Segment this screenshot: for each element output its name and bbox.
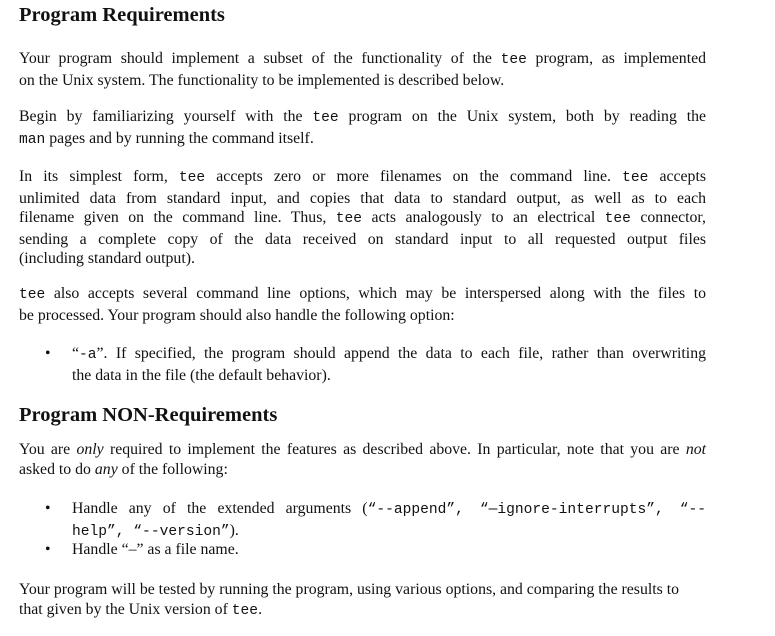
paragraph-line: Handle “–” as a file name. [72, 541, 239, 558]
list-item-extended-arguments [72, 499, 706, 542]
emphasis-any: any [94, 460, 118, 478]
paragraph-line [19, 600, 706, 622]
paragraph-line [19, 284, 706, 306]
text-run: also accepts several command line options, which may be interspersed along with the files to [45, 285, 706, 302]
text-run: program on the Unix system, both by reading the [338, 108, 707, 125]
code-extended-args: help”, “--version” [72, 523, 230, 540]
paragraph-line [72, 521, 706, 543]
paragraph-options [19, 284, 706, 325]
text-run: ). [229, 521, 239, 539]
text-run: pages and by running the command itself. [45, 129, 314, 147]
text-run: accepts [648, 168, 706, 185]
text-run: that given by the Unix version of [19, 600, 232, 618]
paragraph-intro [19, 49, 706, 90]
bullet-marker [45, 540, 51, 560]
paragraph-line [19, 107, 706, 129]
text-run: In its simplest form, [19, 168, 179, 185]
text-run: acts analogously to an electrical [362, 209, 605, 227]
code-tee: tee [622, 170, 649, 186]
text-run: ”. If specified, the program should append the data to each file, rather than overwriting [96, 345, 706, 362]
code-tee: tee [312, 110, 339, 126]
paragraph-line: the data in the file (the default behavior). [72, 366, 331, 384]
text-run: program, as implemented [526, 50, 706, 67]
paragraph-line [19, 49, 706, 71]
code-extended-args: “--append”, “—ignore-interrupts”, “-- [367, 502, 706, 518]
paragraph-line [19, 440, 706, 460]
text-run: of the following: [117, 460, 228, 478]
list-item-dash-filename [72, 540, 706, 560]
paragraph-line: (including standard output). [19, 250, 195, 268]
text-run: required to implement the features as described above. In particular, note that you are [103, 441, 686, 458]
bullet-marker [45, 344, 51, 364]
section-heading-requirements: Program Requirements [19, 4, 225, 26]
paragraph-line [72, 344, 706, 366]
text-run: Your program should implement a subset of the functionality of the [19, 50, 501, 67]
section-heading-non-requirements: Program NON-Requirements [19, 404, 278, 426]
text-run: asked to do [19, 460, 95, 478]
paragraph-line [19, 460, 706, 480]
emphasis-only: only [76, 441, 104, 458]
paragraph-only-required [19, 440, 706, 479]
code-tee: tee [335, 211, 363, 228]
paragraph-line: on the Unix system. The functionality to be implemented is described below. [19, 71, 505, 89]
text-run: Handle any of the extended arguments ( [72, 500, 368, 517]
paragraph-simplest-form [19, 167, 706, 269]
code-tee: tee [500, 52, 527, 68]
paragraph-line: Your program will be tested by running the program, using various options, and comparing the results to [19, 581, 680, 598]
text-run: “ [72, 345, 80, 362]
paragraph-line: unlimited data from standard input, and copies that data to standard output, as well as to each [19, 189, 706, 207]
code-option-a: -a [79, 347, 97, 363]
text-run: connector, [630, 209, 706, 227]
code-tee: tee [231, 602, 259, 619]
paragraph-line: be processed. Your program should also handle the following option: [19, 306, 455, 324]
text-run: accepts zero or more filenames on the command line. [205, 168, 623, 185]
code-tee: tee [604, 211, 631, 228]
list-item-append-option [72, 344, 706, 385]
paragraph-line [72, 499, 706, 521]
paragraph-familiarize [19, 107, 706, 150]
bullet-marker [45, 499, 51, 519]
paragraph-line [19, 208, 706, 230]
paragraph-line [19, 129, 706, 151]
text-run: You are [19, 441, 77, 458]
text-run: Begin by familiarizing yourself with the [19, 108, 313, 125]
code-man: man [19, 131, 46, 148]
paragraph-testing [19, 580, 706, 621]
text-run: filename given on the command line. Thus, [19, 209, 336, 227]
text-run: . [258, 600, 263, 618]
code-tee: tee [178, 170, 206, 186]
code-tee: tee [19, 287, 46, 303]
paragraph-line: sending a complete copy of the data received on standard input to all requested output files [19, 230, 706, 248]
emphasis-not: not [685, 441, 706, 458]
paragraph-line [19, 167, 706, 189]
